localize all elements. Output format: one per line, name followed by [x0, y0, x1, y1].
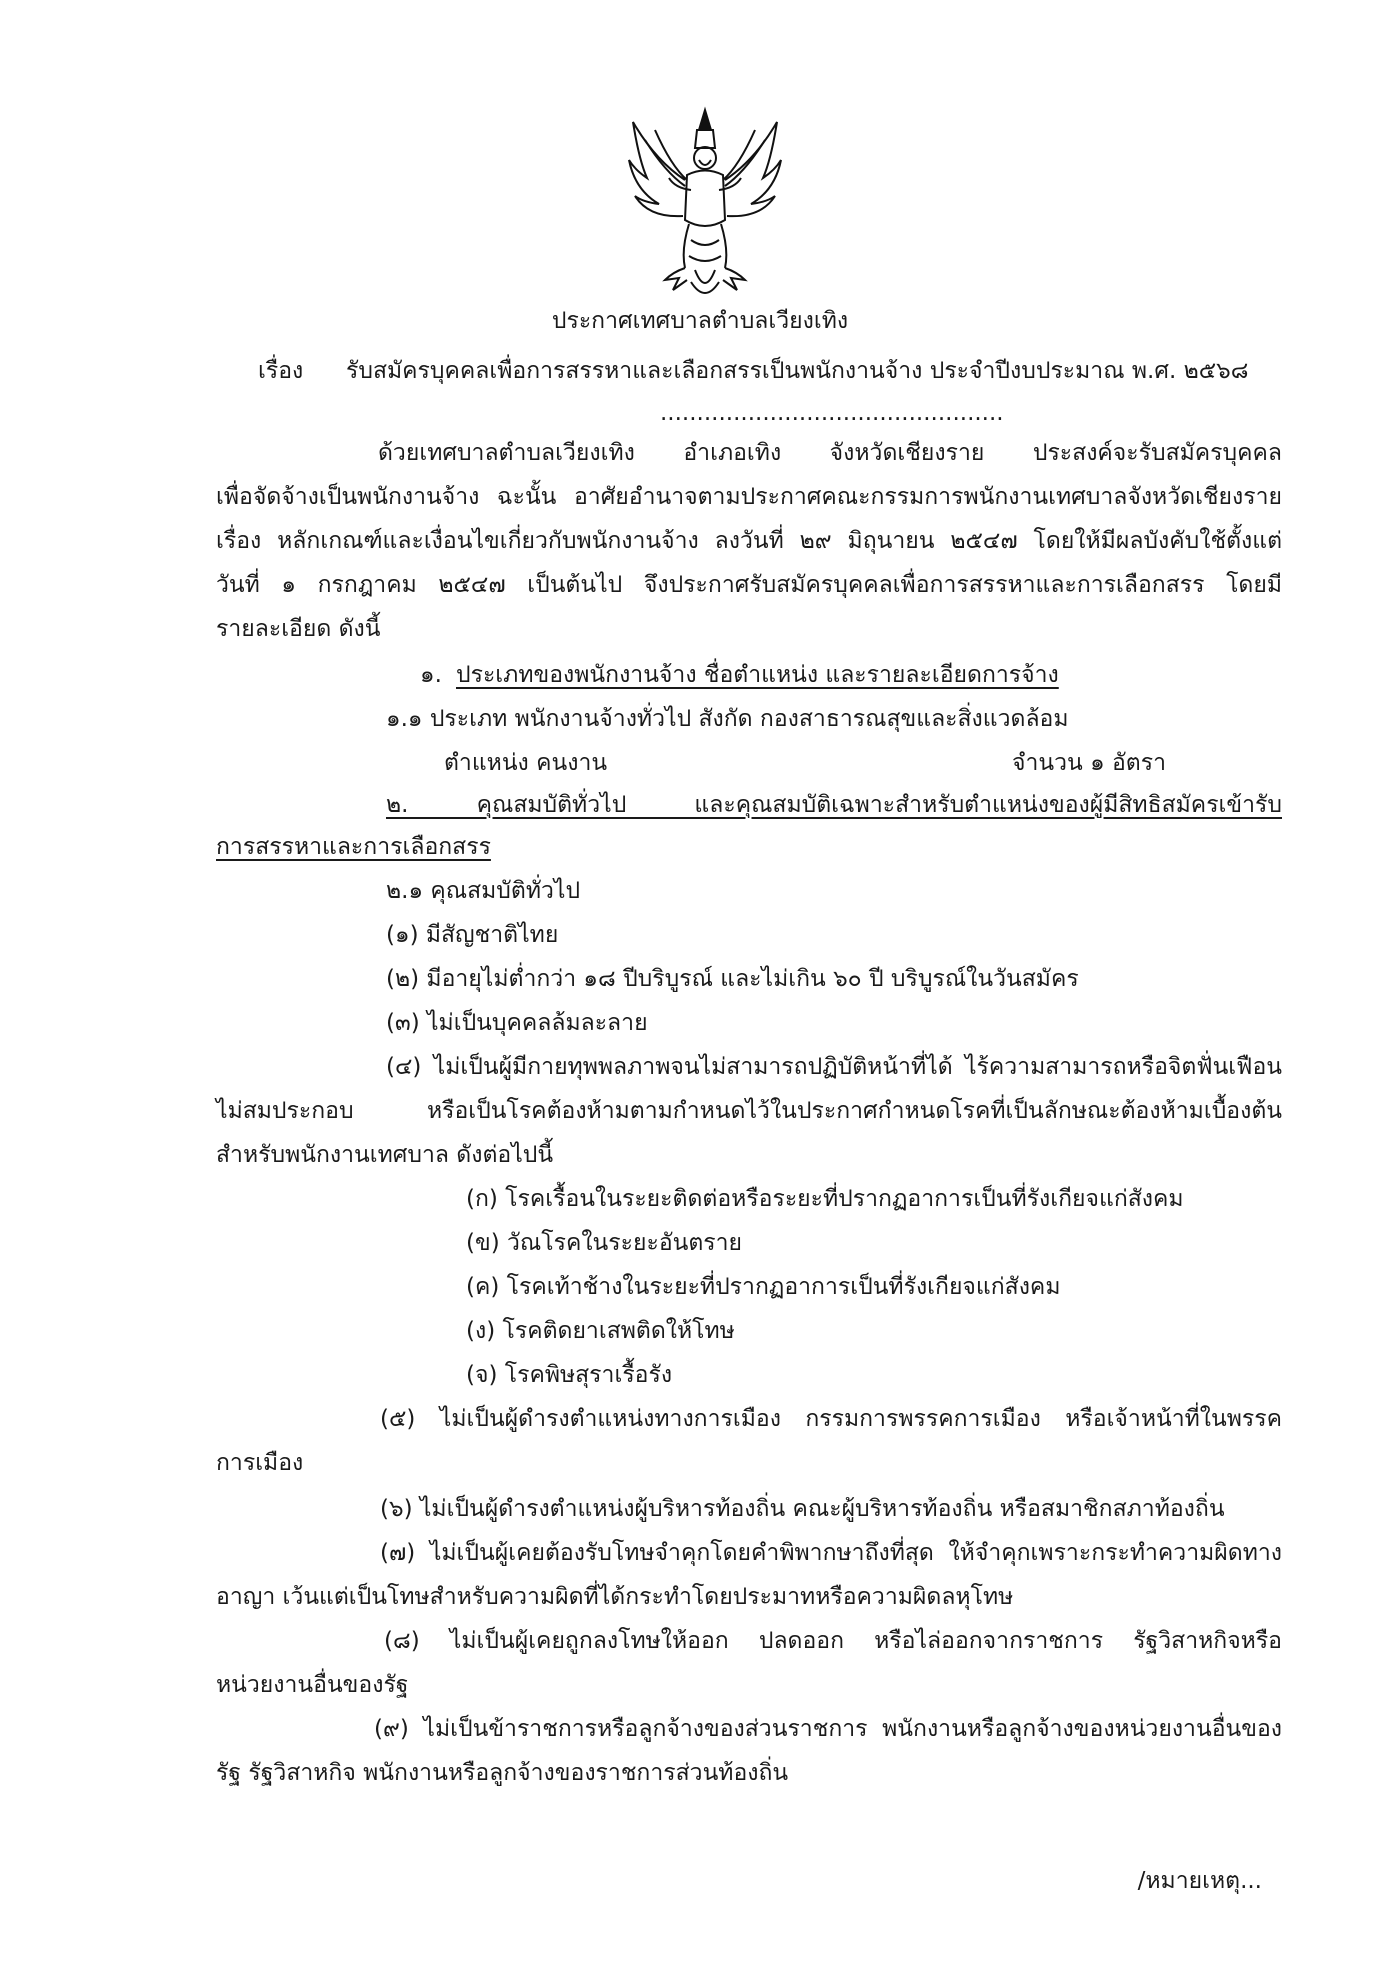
qualification-9-line-2: รัฐ รัฐวิสาหกิจ พนักงานหรือลูกจ้างของราชการส่วนท้องถิ่น — [216, 1760, 789, 1786]
preamble-line-2: เพื่อจัดจ้างเป็นพนักงานจ้าง ฉะนั้น อาศัยอำนาจตามประกาศคณะกรรมการพนักงานเทศบาลจังหวัดเชียงราย — [216, 484, 1282, 510]
qualification-4-line-1: (๔) ไม่เป็นผู้มีกายทุพพลภาพจนไม่สามารถปฏิบัติหน้าที่ได้ ไร้ความสามารถหรือจิตฟั่นเฟือน — [386, 1054, 1282, 1080]
preamble-line-4: วันที่ ๑ กรกฎาคม ๒๕๔๗ เป็นต้นไป จึงประกาศรับสมัครบุคคลเพื่อการสรรหาและการเลือกสรร โดยมี — [216, 572, 1282, 598]
title-separator: ............................................... — [660, 400, 1004, 426]
qualification-5-line-1: (๕) ไม่เป็นผู้ดำรงตำแหน่งทางการเมือง กรรมการพรรคการเมือง หรือเจ้าหน้าที่ในพรรค — [380, 1406, 1282, 1432]
section-1-title: ประเภทของพนักงานจ้าง ชื่อตำแหน่ง และรายละเอียดการจ้าง — [456, 662, 1059, 688]
section-1-number: ๑. — [420, 662, 442, 688]
position-name: ตำแหน่ง คนงาน — [444, 750, 608, 776]
qualification-3: (๓) ไม่เป็นบุคคลล้มละลาย — [386, 1010, 648, 1036]
preamble-line-3: เรื่อง หลักเกณฑ์และเงื่อนไขเกี่ยวกับพนักงานจ้าง ลงวันที่ ๒๙ มิถุนายน ๒๕๔๗ โดยให้มีผลบังคับใช้ตั้งแต่ — [216, 528, 1282, 554]
qualification-1: (๑) มีสัญชาติไทย — [386, 922, 559, 948]
subject-text: รับสมัครบุคคลเพื่อการสรรหาและเลือกสรรเป็นพนักงานจ้าง ประจำปีงบประมาณ พ.ศ. ๒๕๖๘ — [346, 358, 1249, 384]
disease-item: (ก) โรคเรื้อนในระยะติดต่อหรือระยะที่ปรากฏอาการเป็นที่รังเกียจแก่สังคม — [466, 1186, 1184, 1212]
disease-item: (ง) โรคติดยาเสพติดให้โทษ — [466, 1318, 735, 1344]
preamble-line-1: ด้วยเทศบาลตำบลเวียงเทิง อำเภอเทิง จังหวัดเชียงราย ประสงค์จะรับสมัครบุคคล — [378, 440, 1282, 466]
item-1-1: ๑.๑ ประเภท พนักงานจ้างทั่วไป สังกัด กองสาธารณสุขและสิ่งแวดล้อม — [386, 706, 1069, 732]
qualification-4-line-3: สำหรับพนักงานเทศบาล ดังต่อไปนี้ — [216, 1142, 554, 1168]
qualification-5-line-2: การเมือง — [216, 1450, 304, 1476]
garuda-emblem-icon — [625, 100, 785, 305]
disease-item: (ข) วัณโรคในระยะอันตราย — [466, 1230, 743, 1256]
qualification-8-line-1: (๘) ไม่เป็นผู้เคยถูกลงโทษให้ออก ปลดออก หรือไล่ออกจากราชการ รัฐวิสาหกิจหรือ — [384, 1628, 1282, 1654]
position-quota: จำนวน ๑ อัตรา — [1012, 750, 1166, 776]
qualification-7-line-1: (๗) ไม่เป็นผู้เคยต้องรับโทษจำคุกโดยคำพิพากษาถึงที่สุด ให้จำคุกเพราะกระทำความผิดทาง — [380, 1540, 1282, 1566]
subsection-2-1: ๒.๑ คุณสมบัติทั่วไป — [386, 878, 581, 904]
disease-item: (จ) โรคพิษสุราเรื้อรัง — [466, 1362, 673, 1388]
preamble-line-5: รายละเอียด ดังนี้ — [216, 616, 381, 642]
qualification-9-line-1: (๙) ไม่เป็นข้าราชการหรือลูกจ้างของส่วนราชการ พนักงานหรือลูกจ้างของหน่วยงานอื่นของ — [374, 1716, 1282, 1742]
qualification-2: (๒) มีอายุไม่ต่ำกว่า ๑๘ ปีบริบูรณ์ และไม่เกิน ๖๐ ปี บริบูรณ์ในวันสมัคร — [386, 966, 1079, 992]
disease-item: (ค) โรคเท้าช้างในระยะที่ปรากฏอาการเป็นที่รังเกียจแก่สังคม — [466, 1274, 1061, 1300]
qualification-8-line-2: หน่วยงานอื่นของรัฐ — [216, 1672, 409, 1698]
continuation-note: /หมายเหตุ... — [1137, 1868, 1262, 1894]
document-title: ประกาศเทศบาลตำบลเวียงเทิง — [551, 308, 849, 334]
qualification-6: (๖) ไม่เป็นผู้ดำรงตำแหน่งผู้บริหารท้องถิ่น คณะผู้บริหารท้องถิ่น หรือสมาชิกสภาท้องถิ่น — [380, 1496, 1225, 1522]
subject-label: เรื่อง — [258, 358, 304, 384]
section-2-title-line-2: การสรรหาและการเลือกสรร — [216, 834, 491, 860]
section-2-title-line-1: ๒. คุณสมบัติทั่วไป และคุณสมบัติเฉพาะสำหรับตำแหน่งของผู้มีสิทธิสมัครเข้ารับ — [386, 792, 1282, 818]
qualification-7-line-2: อาญา เว้นแต่เป็นโทษสำหรับความผิดที่ได้กระทำโดยประมาทหรือความผิดลหุโทษ — [216, 1584, 1014, 1610]
qualification-4-line-2: ไม่สมประกอบ หรือเป็นโรคต้องห้ามตามกำหนดไว้ในประกาศกำหนดโรคที่เป็นลักษณะต้องห้ามเบื้องต้น — [216, 1098, 1282, 1124]
